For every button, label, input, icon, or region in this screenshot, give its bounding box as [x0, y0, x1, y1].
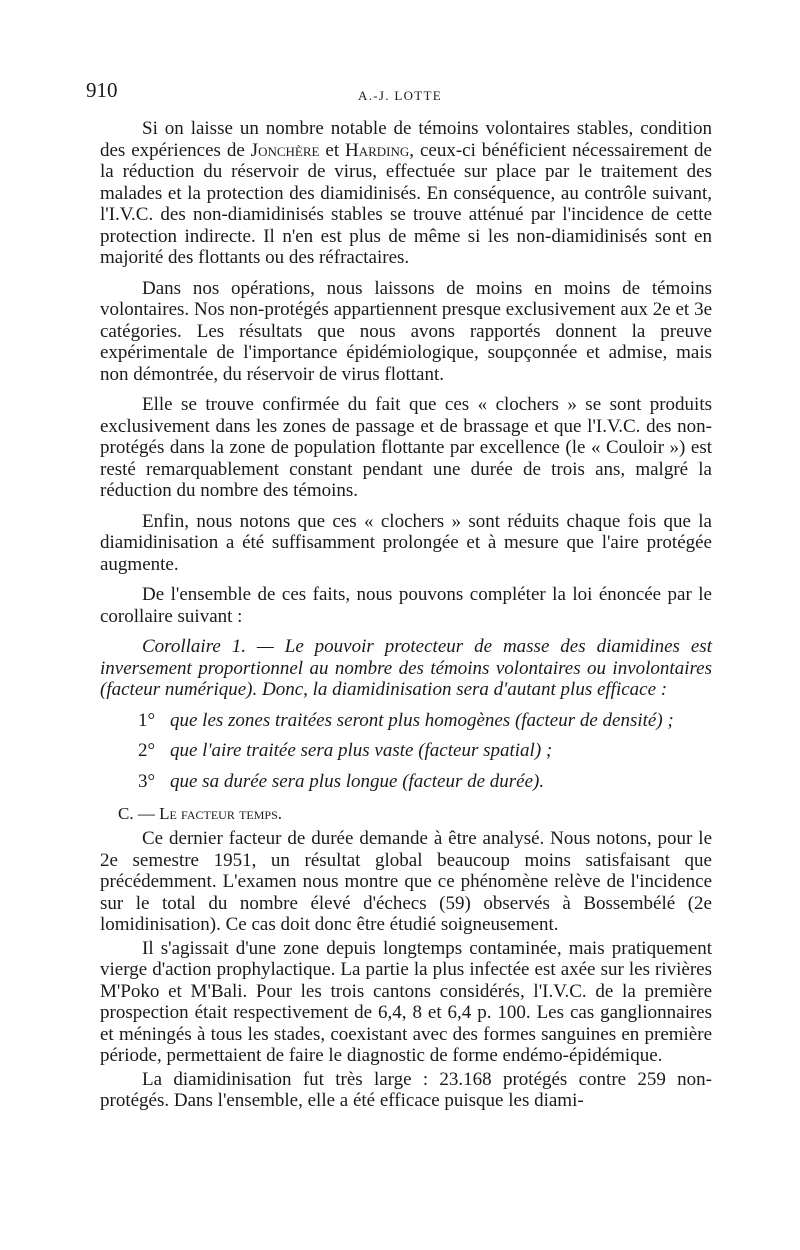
list-item-number: 1°	[138, 709, 156, 731]
section-heading: C. — Le facteur temps.	[118, 804, 283, 823]
paragraph-4: Enfin, nous notons que ces « clochers » sont réduits chaque fois que la diamidinisation a été suffisamment prolongée et à mesure que l'aire protégée augmente.	[100, 510, 712, 575]
list-item-text: que l'aire traitée sera plus vaste (facteur spatial) ;	[170, 740, 553, 761]
list-item-number: 3°	[138, 770, 156, 792]
author-name-jonchere: Jonchère	[250, 139, 320, 161]
list-item	[100, 771, 712, 793]
paragraph-2: Dans nos opérations, nous laissons de moins en moins de témoins volontaires. Nos non-protégés appartiennent presque exclusivement aux 2e et 3e catégories. Les résultats que nous avons rapportés donnent la preuve expérimentale de l'importance épidémiologique, soupçonnée et admise, mais non démontrée, du réservoir de virus flottant.	[100, 277, 712, 385]
paragraph-5: De l'ensemble de ces faits, nous pouvons compléter la loi énoncée par le corollaire suivant :	[100, 584, 712, 627]
list-item-text: que sa durée sera plus longue (facteur de durée).	[170, 770, 545, 792]
paragraph-6: Ce dernier facteur de durée demande à être analysé. Nous notons, pour le 2e semestre 1951, un résultat global beaucoup moins satisfaisant que précédemment. L'examen nous montre que ce phénomène relève de l'incidence sur le total du nombre élevé d'échecs (59) observés à Bossembélé (2e lomidinisation). Ce cas doit donc être étudié soigneusement.	[100, 828, 712, 935]
author-name-harding: Harding	[345, 139, 410, 161]
page-number: 910	[86, 78, 118, 102]
section-title: Le facteur temps.	[159, 804, 283, 823]
running-head: A.-J. LOTTE	[358, 88, 442, 103]
list-item	[100, 740, 712, 762]
body-text	[100, 118, 712, 1114]
list-item	[100, 710, 712, 732]
paragraph-3: Elle se trouve confirmée du fait que ces « clochers » se sont produits exclusivement dans les zones de passage et de brassage et que l'I.V.C. des non-protégés dans la zone de population flottante par excellence (le « Couloir ») est resté remarquablement constant pendant une durée de trois ans, malgré la réduction du nombre des témoins.	[100, 394, 712, 501]
list-item-number: 2°	[138, 740, 156, 761]
paragraph-8: La diamidinisation fut très large : 23.168 protégés contre 259 non-protégés. Dans l'ensemble, elle a été efficace puisque les diami-	[100, 1068, 712, 1111]
paragraph-1: Si on laisse un nombre notable de témoins volontaires stables, condition des expériences de Jonchère et Harding, ceux-ci bénéficient nécessairement de la réduction du réservoir de virus, effectuée sur place par le traitement des malades et la protection des diamidinisés. En conséquence, au contrôle suivant, l'I.V.C. des non-diamidinisés stables se trouve atténué par l'incidence de cette protection indirecte. Il n'en est plus de même si les non-diamidinisés sont en majorité des flottants ou des réfractaires.	[100, 118, 712, 268]
paragraph-7: Il s'agissait d'une zone depuis longtemps contaminée, mais pratiquement vierge d'action prophylactique. La partie la plus infectée est axée sur les rivières M'Poko et M'Bali. Pour les trois cantons considérés, l'I.V.C. de la première prospection était respectivement de 6,4, 8 et 6,4 p. 100. Les cas ganglionnaires et méningés à tous les stades, coexistant avec des formes sanguines en première période, permettaient de faire le diagnostic de forme endémo-épidémique.	[100, 937, 712, 1066]
corollary-1: Corollaire 1. — Le pouvoir protecteur de masse des diamidines est inversement proportionnel au nombre des témoins volontaires ou involontaires (facteur numérique). Donc, la diamidinisation sera d'autant plus efficace :	[100, 636, 712, 700]
list-item-text: que les zones traitées seront plus homogènes (facteur de densité) ;	[170, 709, 674, 731]
page-header	[0, 78, 800, 108]
